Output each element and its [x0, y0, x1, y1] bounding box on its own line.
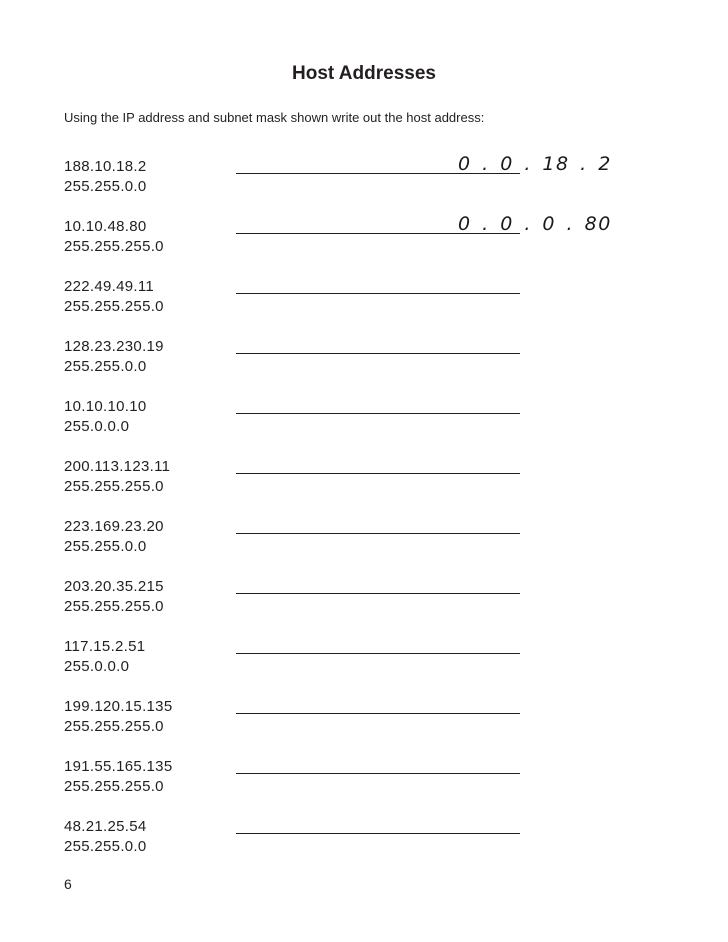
handwritten-answer: 0 . 0 . 18 . 2	[458, 153, 612, 175]
handwritten-answer: 0 . 0 . 0 . 80	[458, 213, 612, 235]
problem-item	[64, 698, 524, 740]
answer-field[interactable]	[236, 473, 520, 474]
ip-address: 128.23.230.19	[64, 338, 164, 355]
answer-field[interactable]	[236, 533, 520, 534]
answer-field[interactable]	[236, 353, 520, 354]
ip-address: 10.10.48.80	[64, 218, 147, 235]
ip-address: 48.21.25.54	[64, 818, 147, 835]
subnet-mask: 255.255.255.0	[64, 478, 164, 495]
problem-item	[64, 638, 524, 680]
answer-field[interactable]	[236, 153, 612, 175]
ip-address: 191.55.165.135	[64, 758, 173, 775]
problem-item	[64, 213, 612, 260]
ip-address: 200.113.123.11	[64, 458, 171, 475]
answer-field[interactable]	[236, 213, 612, 235]
problem-item	[64, 458, 524, 500]
answer-field[interactable]	[236, 713, 520, 714]
problem-item	[64, 278, 524, 320]
answer-field[interactable]	[236, 413, 520, 414]
subnet-mask: 255.255.0.0	[64, 838, 147, 855]
subnet-mask: 255.0.0.0	[64, 658, 130, 675]
subnet-mask: 255.255.255.0	[64, 598, 164, 615]
problem-item	[64, 818, 524, 860]
subnet-mask: 255.255.0.0	[64, 178, 147, 195]
subnet-mask: 255.255.255.0	[64, 298, 164, 315]
answer-field[interactable]	[236, 653, 520, 654]
page-number: 6	[64, 876, 72, 892]
problem-item	[64, 518, 524, 560]
subnet-mask: 255.255.0.0	[64, 538, 147, 555]
instructions-text: Using the IP address and subnet mask shown write out the host address:	[64, 110, 485, 125]
subnet-mask: 255.255.255.0	[64, 238, 164, 255]
problem-item	[64, 153, 612, 200]
ip-address: 223.169.23.20	[64, 518, 164, 535]
subnet-mask: 255.0.0.0	[64, 418, 130, 435]
ip-address: 199.120.15.135	[64, 698, 173, 715]
answer-field[interactable]	[236, 593, 520, 594]
answer-field[interactable]	[236, 293, 520, 294]
subnet-mask: 255.255.255.0	[64, 718, 164, 735]
ip-address: 222.49.49.11	[64, 278, 155, 295]
problem-item	[64, 338, 524, 380]
answer-field[interactable]	[236, 773, 520, 774]
subnet-mask: 255.255.255.0	[64, 778, 164, 795]
answer-field[interactable]	[236, 833, 520, 834]
ip-address: 117.15.2.51	[64, 638, 146, 655]
problem-item	[64, 398, 524, 440]
problem-item	[64, 758, 524, 800]
ip-address: 10.10.10.10	[64, 398, 147, 415]
problem-item	[64, 578, 524, 620]
ip-address: 203.20.35.215	[64, 578, 164, 595]
page-title: Host Addresses	[292, 63, 436, 84]
ip-address: 188.10.18.2	[64, 158, 147, 175]
subnet-mask: 255.255.0.0	[64, 358, 147, 375]
